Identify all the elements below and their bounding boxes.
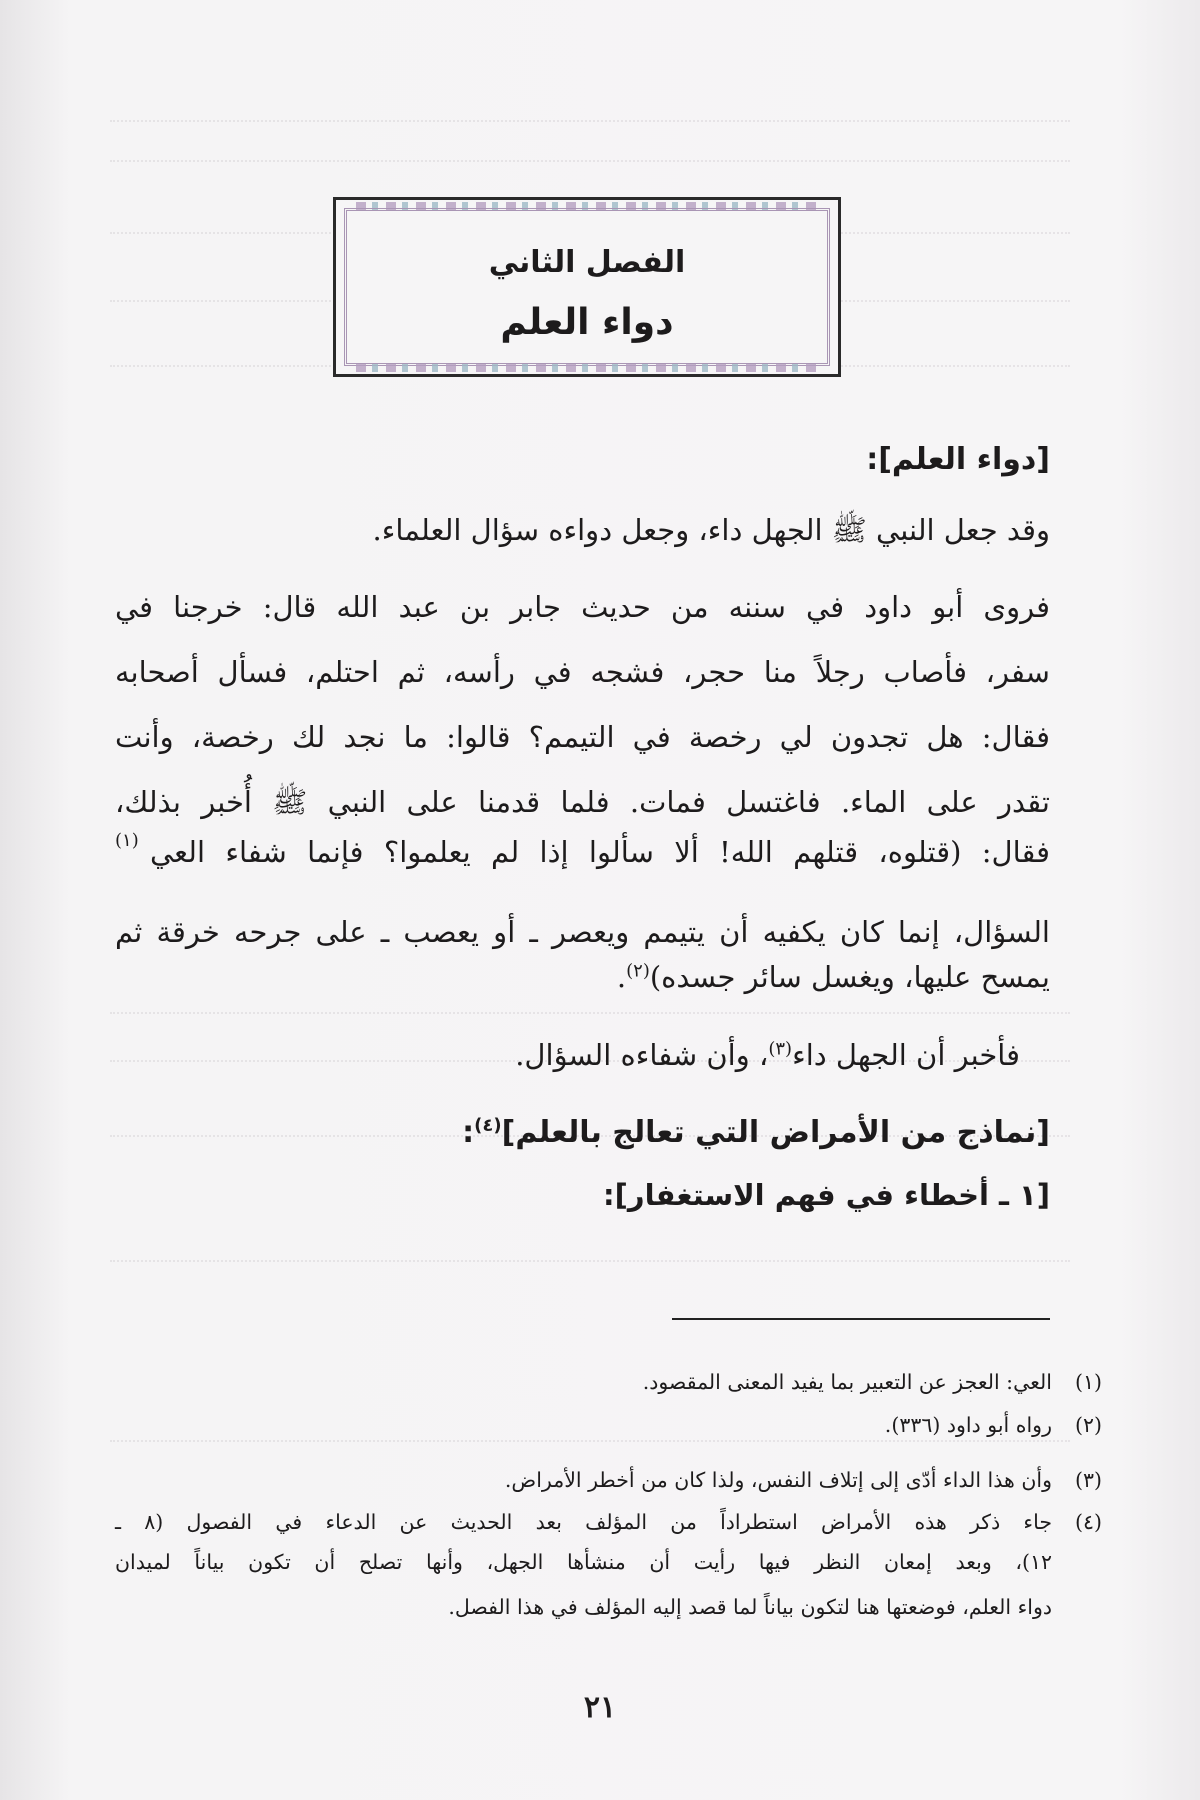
heading-colon: :	[603, 1178, 615, 1212]
footnote-text: ١٢)، وبعد إمعان النظر فيها رأيت أن منشأها الجهل، وأنها تصلح أن تكون بياناً لميدان	[115, 1550, 1052, 1574]
bleed-through-texture	[110, 1012, 1070, 1028]
section-heading: [دواء العلم]:	[866, 442, 1050, 477]
footnote-separator	[672, 1318, 1050, 1320]
footnote-marker: (٢)	[626, 960, 650, 982]
paragraph-text: .	[616, 960, 627, 994]
bleed-through-texture	[110, 120, 1070, 136]
bleed-through-texture	[110, 160, 1070, 176]
bleed-through-texture	[110, 1260, 1070, 1276]
footnote-text: رواه أبو داود (٣٣٦).	[884, 1413, 1052, 1437]
heading-colon: :	[462, 1115, 475, 1150]
paragraph-text: ، وأن شفاءه السؤال.	[515, 1038, 769, 1072]
paragraph-line: فقال: (قتلوه، قتلهم الله! ألا سألوا إذا لم يعلموا؟ فإنما شفاء العي	[150, 835, 1050, 869]
paragraph-line: تقدر على الماء. فاغتسل فمات. فلما قدمنا على النبي ﷺ أُخبر بذلك،	[115, 785, 1050, 819]
paragraph-line	[515, 1038, 1020, 1073]
chapter-title: دواء العلم	[500, 302, 674, 343]
paragraph-text: فأخبر أن الجهل داء	[792, 1038, 1020, 1072]
footnote-marker: (٤)	[474, 1115, 502, 1136]
footnote-text: دواء العلم، فوضعتها هنا لتكون بياناً لما قصد إليه المؤلف في هذا الفصل.	[448, 1595, 1052, 1619]
footnote-marker: (٣)	[768, 1038, 793, 1060]
footnote-marker: (١)	[115, 830, 139, 851]
subsection-heading	[603, 1178, 1050, 1212]
paragraph-line: السؤال، إنما كان يكفيه أن يتيمم ويعصر ـ أو يعصب ـ على جرحه خرقة ثم	[115, 915, 1050, 949]
frame-ornament	[356, 364, 818, 372]
chapter-label: الفصل الثاني	[488, 245, 686, 280]
footnote-number: (٤)	[1074, 1510, 1102, 1534]
footnote-number: (٣)	[1074, 1468, 1102, 1492]
paragraph-line: سفر، فأصاب رجلاً منا حجر، فشجه في رأسه، ثم احتلم، فسأل أصحابه	[115, 655, 1050, 689]
paragraph-line: وقد جعل النبي ﷺ الجهل داء، وجعل دواءه سؤال العلماء.	[372, 513, 1050, 547]
footnote-text: العي: العجز عن التعبير بما يفيد المعنى المقصود.	[642, 1370, 1052, 1394]
chapter-title-frame	[333, 197, 841, 377]
paragraph-line: فروى أبو داود في سننه من حديث جابر بن عبد الله قال: خرجنا في	[115, 590, 1050, 624]
footnote-text: جاء ذكر هذه الأمراض استطراداً من المؤلف بعد الحديث عن الدعاء في الفصول (٨ ـ	[115, 1510, 1052, 1534]
footnote-text: وأن هذا الداء أدّى إلى إتلاف النفس، ولذا كان من أخطر الأمراض.	[504, 1468, 1052, 1492]
footnote-number: (٢)	[1074, 1413, 1102, 1437]
section-heading	[462, 1115, 1050, 1150]
paragraph-text: يمسح عليها، ويغسل سائر جسده)	[649, 960, 1050, 994]
section-heading-text: [نماذج من الأمراض التي تعالج بالعلم]	[501, 1115, 1050, 1150]
page-number: ٢١	[583, 1690, 617, 1725]
subsection-heading-text: [١ ـ أخطاء في فهم الاستغفار]	[614, 1178, 1050, 1212]
paragraph-line: فقال: هل تجدون لي رخصة في التيمم؟ قالوا: ما نجد لك رخصة، وأنت	[115, 720, 1050, 754]
paragraph-line	[617, 960, 1050, 995]
bleed-through-texture	[110, 1440, 1070, 1456]
footnote-number: (١)	[1074, 1370, 1102, 1394]
